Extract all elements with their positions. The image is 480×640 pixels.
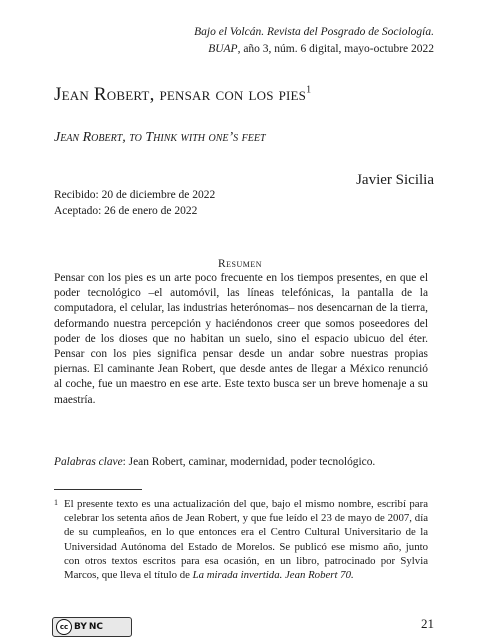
abstract-text: Pensar con los pies es un arte poco frecuente en los tiempos presentes, en que el poder tecnológico –el automóvil, las líneas telefónicas, la pantalla de la computadora, el celular, las industrias heterónomas– nos desencarnan de la tierra, deformando nuestra percepción y haciéndonos creer que somos poseedores del poder de los dioses que no habitan un suelo, sino el espacio ubicuo del éter. Pensar con los pies significa pensar desde un andar sobre nuestras propias piernas. El caminante Jean Robert, que desde antes de llegar a México renunció al coche, fue un maestro en ese arte. Este texto busca ser un breve homenaje a su maestría.: [54, 272, 428, 406]
journal-issue: [194, 41, 434, 58]
journal-name: Bajo el Volcán. Revista del Posgrado de Sociología.: [194, 26, 434, 38]
journal-issue-details: , año 3, núm. 6 digital, mayo-octubre 2022: [237, 43, 434, 55]
title-footnote-marker[interactable]: 1: [306, 84, 312, 96]
creative-commons-icon[interactable]: [52, 617, 132, 637]
footnote-book-title: La mirada invertida. Jean Robert 70.: [192, 569, 354, 582]
nc-badge: NC: [88, 622, 104, 632]
author-name: Javier Sicilia: [356, 172, 434, 188]
keywords-label: Palabras clave: [54, 456, 123, 468]
article-subtitle: Jean Robert, to Think with one’s feet: [54, 130, 266, 145]
footnote: [54, 497, 428, 582]
article-title-text: Jean Robert, pensar con los pies: [54, 84, 307, 105]
journal-header: [194, 24, 434, 58]
journal-publisher: BUAP: [208, 43, 238, 55]
accepted-date: Aceptado: 26 de enero de 2022: [54, 205, 198, 217]
footnote-text: El presente texto es una actualización del que, bajo el mismo nombre, escribí para celebrar los setenta años de Jean Robert, y que fue leído el 23 de mayo de 2007, día de su cumpleaños, en lo que entonces era el Centro Cultural Universitario de la Universidad Autónoma del Estado de Morelos. Se publicó ese mismo año, junto con otros textos escritos para esa ocasión, en un libro, patrocinado por Sylvia Marcos, que lleva el título de: [64, 498, 428, 582]
keywords: [54, 455, 428, 470]
submission-dates: [54, 187, 215, 219]
footnote-body: [54, 497, 428, 582]
cc-badge: cc: [56, 619, 72, 635]
footnote-number: 1: [54, 498, 58, 507]
abstract-heading: Resumen: [217, 258, 263, 270]
page-number: 21: [421, 616, 434, 631]
received-date: Recibido: 20 de diciembre de 2022: [54, 189, 216, 201]
article-title: [54, 84, 434, 106]
footnote-divider: [54, 489, 142, 490]
by-badge: BY: [74, 622, 87, 632]
keywords-list: : Jean Robert, caminar, modernidad, poder tecnológico.: [122, 456, 376, 468]
